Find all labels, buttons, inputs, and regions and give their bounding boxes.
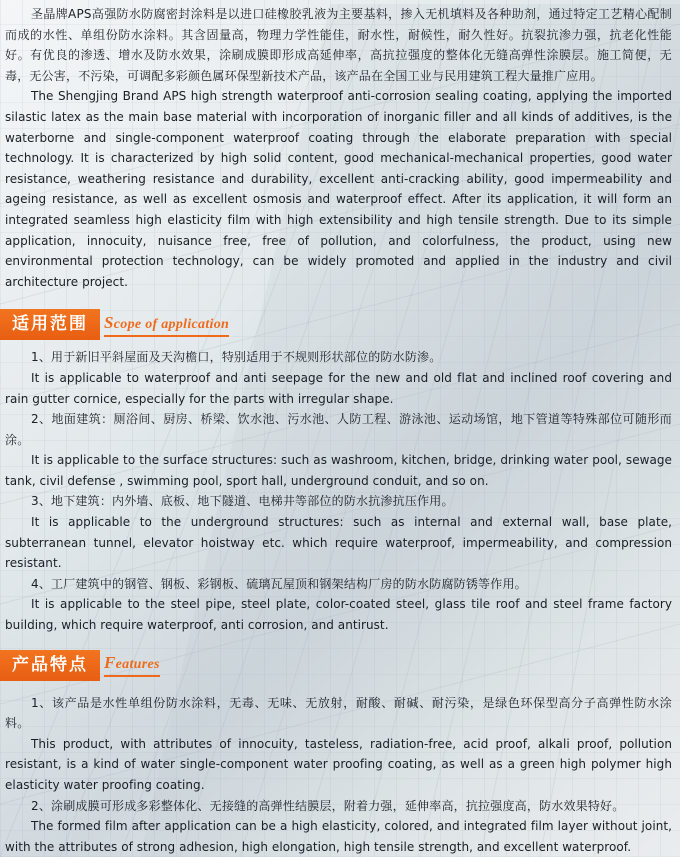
intro-english-paragraph: The Shengjing Brand APS high strength waterproof anti-corrosion sealing coating, applying the imported silastic latex as the main base material with incorporation of inorganic filler and all kinds of additives, is the waterborne and single-component waterproof coating through the elaborate preparation with special technology. It is characterized by high solid content, good mechanical-mechanical properties, good water resistance, weathering resistance and durability, excellent anti-cracking ability, good impermeability and ageing resistance, as well as excellent osmosis and waterproof effect. After its application, it will form an integrated seamless high elasticity film with high extensibility and high tensile strength. Due to its simple application, innocuity, nuisance free, free of pollution, and colorfulness, the product, using new environmental protection technology, can be widely promoted and applied in the industry and civil architecture project. <box>5 89 672 289</box>
features-item-2-en: The formed film after application can be a high elasticity, colored, and integrated film layer without joint, with the attributes of strong adhesion, high elongation, high tensile strength, and excellent waterproof. <box>5 819 672 854</box>
scope-section-header <box>0 309 672 340</box>
scope-title-english: Scope of application <box>104 313 229 337</box>
scope-item-3-en: It is applicable to the underground structures: such as internal and external wall, base plate, subterranean tunnel, elevator hoistway etc. which require waterproof, impermeability, and compression resistant. <box>5 515 672 571</box>
features-section-header <box>0 650 672 681</box>
features-title-chinese: 产品特点 <box>0 650 100 681</box>
scope-item-4-zh: 4、工厂建筑中的钢管、钢板、彩钢板、硫璃瓦屋顶和钢架结构厂房的防水防腐防锈等作用。 <box>31 576 527 591</box>
scope-item-4-en: It is applicable to the steel pipe, steel plate, color-coated steel, glass tile roof and steel frame factory building, which require waterproof, anti corrosion, and antirust. <box>5 597 672 633</box>
features-item-2-zh: 2、涂刷成膜可形成多彩整体化、无接缝的高弹性结膜层，附着力强，延伸率高，抗拉强度高，防水效果特好。 <box>31 798 625 813</box>
features-item-1-zh: 1、该产品是水性单组份防水涂料，无毒、无味、无放射，耐酸、耐碱、耐污染，是绿色环保型高分子高弹性防水涂料。 <box>5 695 672 731</box>
scope-item-1-en: It is applicable to waterproof and anti seepage for the new and old flat and inclined roof covering and rain gutter cornice, especially for the parts with irregular shape. <box>5 370 672 406</box>
scope-item-3-zh: 3、地下建筑：内外墙、底板、地下隧道、电梯井等部位的防水抗渗抗压作用。 <box>31 494 454 509</box>
intro-chinese-paragraph: 圣晶牌APS高强防水防腐密封涂料是以进口硅橡胶乳液为主要基料，掺入无机填料及各种助剂，通过特定工艺精心配制而成的水性、单组份防水涂料。其含固量高，物理力学性能佳，耐水性，耐候性，耐久性好。抗裂抗渗力强，抗老化性能好。有优良的渗透、增水及防水效果，涂刷成膜即形成高延伸率，高抗拉强度的整体化无缝高弹性涂膜层。施工简便，无毒，无公害，不污染，可调配多彩颜色属环保型新技术产品，该产品在全国工业与民用建筑工程大量推广应用。 <box>5 7 672 83</box>
features-title-english: Features <box>104 653 160 677</box>
features-item-1-en: This product, with attributes of innocuity, tasteless, radiation-free, acid proof, alkali proof, pollution resistant, is a kind of water single-component water proofing coating, as well as a green high polymer high elasticity water proofing coating. <box>5 736 672 792</box>
scope-item-1-zh: 1、用于新旧平斜屋面及天沟檐口，特别适用于不规则形状部位的防水防渗。 <box>31 350 442 365</box>
scope-item-2-en: It is applicable to the surface structures: such as washroom, kitchen, bridge, drinking water pool, sewage tank, civil defense , swimming pool, sport hall, underground conduit, and so on. <box>5 453 672 488</box>
scope-item-2-zh: 2、地面建筑：厕浴间、厨房、桥梁、饮水池、污水池、人防工程、游泳池、运动场馆，地下管道等特殊部位可随形而涂。 <box>5 412 672 447</box>
scope-title-chinese: 适用范围 <box>0 309 100 340</box>
